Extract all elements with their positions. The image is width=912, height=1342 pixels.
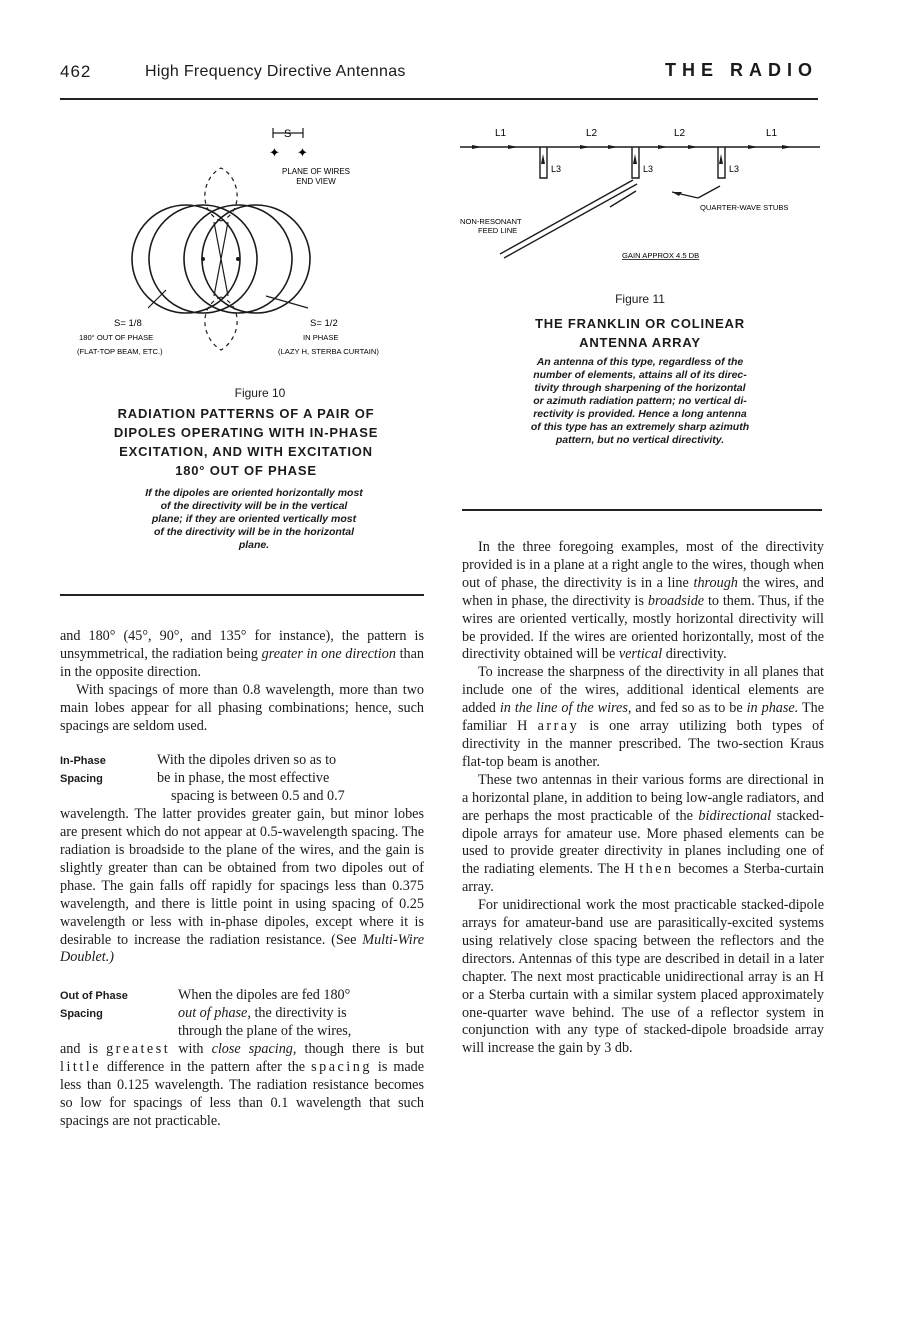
in-phase-label: IN PHASE [303,333,339,342]
l3-label-1: L3 [551,164,562,174]
figure-11-number: Figure 11 [615,292,665,306]
plane-of-wires-label: PLANE OF WIRES [281,167,351,176]
feed-line-b [504,184,637,258]
left-paragraph-2: With spacings of more than 0.8 wavelength, more than two main lobes appear for all phasing combinations; hence, such spacings are seldom used. [60,681,424,734]
figure-10-title: RADIATION PATTERNS OF A PAIR OF DIPOLES OPERATING WITH IN-PHASE EXCITATION, AND WITH EXCITATION 180° OUT OF PHASE [113,406,379,478]
page-header [60,58,818,90]
page-number: 462 [60,62,92,81]
svg-text:✦: ✦ [269,145,280,160]
book-title: THE RADIO [665,60,818,80]
out-of-phase-label: 180° OUT OF PHASE [79,333,154,342]
left-caption-rule [60,594,424,596]
leader-s-half [266,296,308,308]
figure-10-caption: If the dipoles are oriented horizontally most of the directivity will be in the vertical plane; if they are oriented vertically most of the directivity will be in the horizontal plane. [145,487,363,551]
end-view-label: END VIEW [296,177,336,186]
figure-10-diagram [70,118,430,368]
figure-11-caption: An antenna of this type, regardless of the number of elements, attains all of its direc- tivity through sharpening of the horizontal or azimuth radiation pattern; no vertical di- rectivity is provided. Hence a long antenna of this type has an extremely sharp azimuth pattern, but no vertical directivity. [530,356,750,446]
out-of-phase-section: Out of Phase Spacing When the dipoles are fed 180° out of phase, the directivity is through the plane of the wires, and is greatest with close spacing, though there is but little difference in the pattern after the spacing is made less than 0.125 wavelength. The radiation resistance becomes so low for spacings of less than 0.1 wavelength that such spacings are not practicable. [60,987,425,1129]
out-of-phase-sidehead: Out of Phase Spacing [60,990,128,1021]
l3-label-2: L3 [643,164,654,174]
out-of-phase-body: and is greatest with close spacing, though there is but little difference in the pattern after the spacing is made less than 0.125 wavelength. The radiation resistance becomes so low for spacings of less than 0.1 wavelength that such spacings are not practicable. [60,1041,425,1129]
left-column [60,628,424,1131]
gain-label: GAIN APPROX 4.5 DB [622,251,700,260]
non-resonant-label: NON-RESONANT [460,217,522,226]
figure-11-diagram [460,122,820,272]
in-phase-sidehead: In-Phase Spacing [60,755,106,786]
in-phase-section: In-Phase Spacing With the dipoles driven so as to be in phase, the most effective spacing is between 0.5 and 0.7 wavelength. The latter provides greater gain, but minor lobes are present which do not appear at 0.5-wavelength spacing. The radiation is broadside to the plane of the wires, and the gain is slightly greater than can be obtained from two dipoles out of phase. The gain falls off rapidly for spacings less than 0.375 wavelength, and there is little point in using spacing of 0.25 wavelength or less with in-phase dipoles, except where it is desirable to increase the radiation resistance. (See Multi-Wire Doublet.) [60,752,424,966]
dipole-1 [201,257,205,261]
right-paragraph-1: In the three foregoing examples, most of the directivity provided is in a plane at a right angle to the wires, though when out of phase, the directivity is in a line through the wires, and when in phase, the directivity is broadside to them. Thus, if the wires are oriented vertically, mostly horizontal directivity will be provided. If the wires are oriented horizontally, most of the directivity obtained will be vertical directivity. [462,539,825,663]
s-half-label: S= 1/2 [310,318,338,329]
right-paragraph-4: For unidirectional work the most practicable stacked-dipole arrays for amateur-band use are parasitically-excited systems using relatively close spacing between the reflectors and the directors. Antennas of this type are described in detail in a later chapter. The next most practicable unidirectional array is an H or a Sterba curtain with a similar system placed approximately one-quarter wave behind. The use of a reflector system in conjunction with any type of stacked-dipole broadside array will increase the gain by 3 db. [462,897,824,1057]
l1-right-label: L1 [766,128,778,139]
figure-10-number: Figure 10 [234,386,286,400]
l3-label-3: L3 [729,164,740,174]
svg-text:✦: ✦ [297,145,308,160]
running-title: High Frequency Directive Antennas [145,63,406,80]
right-column [462,539,824,1058]
pattern-lobe-3 [132,205,240,313]
dipole-2 [236,257,240,261]
spacing-label: S [284,128,292,140]
right-caption-rule [462,509,822,511]
header-rule [60,98,818,100]
l1-left-label: L1 [495,128,507,139]
pattern-lobe-4 [202,205,310,313]
lazy-h-label: (LAZY H, STERBA CURTAIN) [278,347,379,356]
right-paragraph-3: These two antennas in their various forms are directional in a horizontal plane, in addition to being low-angle radiators, and are perhaps the most practicable of the bidirectional stacked-dipole arrays for amateur use. More phased elements can be used to provide greater directivity in planes including one of the radiating elements. The H then becomes a Sterba-curtain array. [462,771,825,896]
l2-right-label: L2 [674,128,686,139]
figure-11-title: THE FRANKLIN OR COLINEAR ANTENNA ARRAY [535,316,745,350]
quarter-wave-stubs-label: QUARTER-WAVE STUBS [700,203,789,212]
left-paragraph-1: and 180° (45°, 90°, and 135° for instance), the pattern is unsymmetrical, the radiation being greater in one direction than in the opposite direction. [60,628,424,680]
l2-left-label: L2 [586,128,598,139]
feed-line-label: FEED LINE [478,226,518,235]
s-eighth-label: S= 1/8 [114,318,142,329]
in-phase-body: wavelength. The latter provides greater gain, but minor lobes are present which do not appear at 0.5-wavelength spacing. The radiation is broadside to the plane of the wires, and the gain is slightly greater than can be obtained from two dipoles out of phase. The gain falls off rapidly for spacings less than 0.375 wavelength, and there is little point in using spacing of 0.25 wavelength or less with in-phase dipoles, except where it is desirable to increase the radiation resistance. (See Multi-Wire Doublet.) [60,806,424,966]
right-paragraph-2: To increase the sharpness of the directivity in all planes that include one of the wires, additional identical elements are added in the line of the wires, and fed so as to be in phase. The familiar H array is one array utilizing both types of directivity in the manner prescribed. The two-section Kraus flat-top beam is another. [462,664,825,770]
flat-top-label: (FLAT-TOP BEAM, ETC.) [77,347,163,356]
